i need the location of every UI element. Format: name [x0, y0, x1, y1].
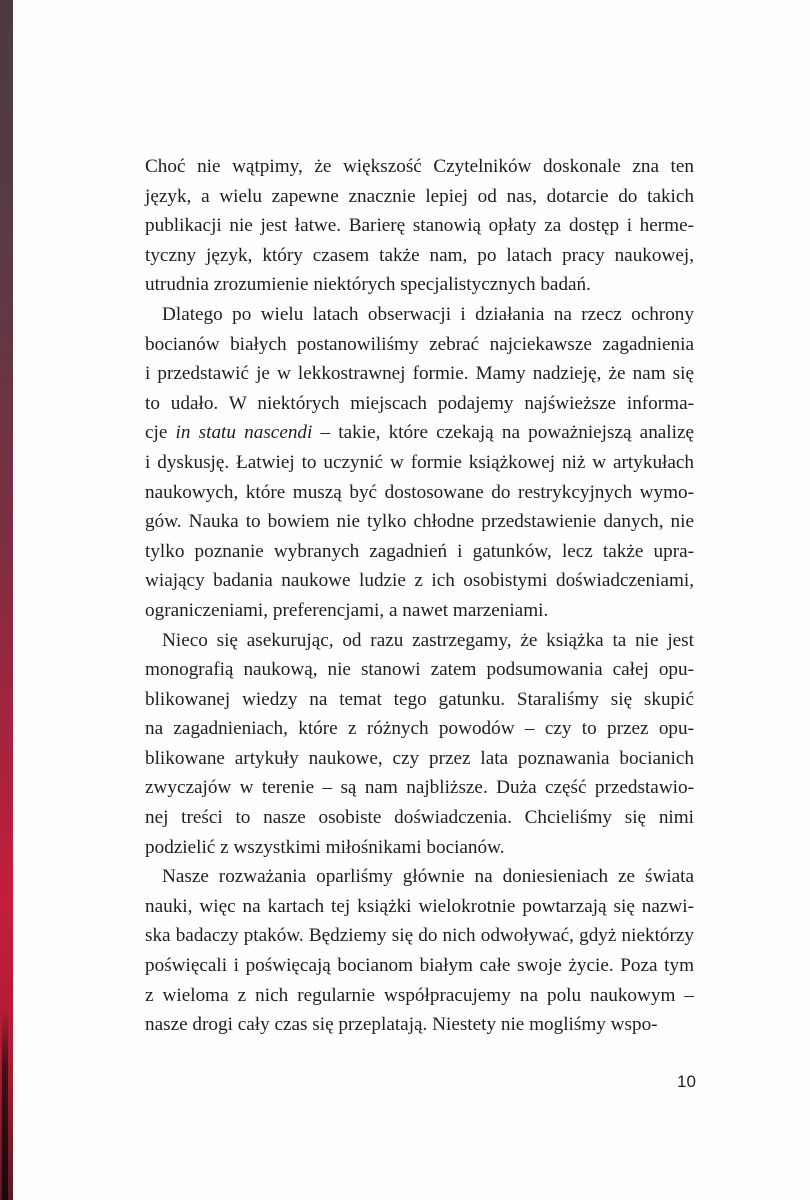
text-segment: i przedstawić je w lekkostrawnej formie. Mamy nadzieję, że nam się — [145, 363, 694, 385]
text-segment: Nieco się asekurując, od razu zastrzegamy, że książka ta nie jest — [162, 629, 694, 651]
text-line — [145, 478, 694, 508]
text-line — [145, 389, 694, 419]
text-line — [145, 655, 694, 685]
text-line — [145, 981, 694, 1011]
text-line — [145, 359, 694, 389]
text-line — [145, 418, 694, 448]
text-line — [145, 241, 694, 271]
text-segment: podzielić z wszystkimi miłośnikami bocianów. — [145, 836, 505, 858]
paragraph — [145, 300, 694, 626]
text-line — [145, 330, 694, 360]
text-line — [145, 270, 694, 300]
text-segment: i dyskusję. Łatwiej to uczynić w formie książkowej niż w artykułach — [145, 451, 694, 473]
text-segment: Nasze rozważania oparliśmy głównie na doniesieniach ze świata — [162, 866, 694, 888]
text-segment: z wieloma z nich regularnie współpracujemy na polu naukowym – — [145, 984, 694, 1006]
text-segment: monografią naukową, nie stanowi zatem podsumowania całej opu- — [145, 659, 694, 681]
text-line — [145, 803, 694, 833]
text-line — [145, 626, 694, 656]
text-line — [145, 744, 694, 774]
text-segment: to udało. W niektórych miejscach podajemy najświeższe informa- — [145, 392, 694, 414]
text-line — [145, 507, 694, 537]
body-text — [145, 152, 694, 1040]
text-line — [145, 921, 694, 951]
text-segment: na zagadnieniach, które z różnych powodów – czy to przez opu- — [145, 718, 694, 740]
text-segment: publikacji nie jest łatwe. Barierę stanowią opłaty za dostęp i herme- — [145, 215, 694, 237]
text-line — [145, 892, 694, 922]
paragraph — [145, 862, 694, 1040]
text-segment: blikowane artykuły naukowe, czy przez lata poznawania bocianich — [145, 747, 694, 769]
page-number: 10 — [677, 1072, 696, 1091]
paragraph — [145, 626, 694, 863]
text-segment: zwyczajów w terenie – są nam najbliższe. Duża część przedstawio- — [145, 777, 694, 799]
text-segment: tyczny język, który czasem także nam, po latach pracy naukowej, — [145, 244, 694, 266]
text-line — [145, 685, 694, 715]
text-segment: nauki, więc na kartach tej książki wielokrotnie powtarzają się nazwi- — [145, 895, 694, 917]
text-line — [145, 537, 694, 567]
text-line — [145, 1010, 694, 1040]
text-line — [145, 182, 694, 212]
text-segment: Dlatego po wielu latach obserwacji i działania na rzecz ochrony — [162, 303, 694, 325]
text-segment: wiający badania naukowe ludzie z ich osobistymi doświadczeniami, — [145, 570, 694, 592]
text-line — [145, 951, 694, 981]
italic-phrase: in statu nascendi — [175, 422, 313, 444]
text-segment: poświęcali i poświęcają bocianom białym całe swoje życie. Poza tym — [145, 955, 694, 977]
text-line — [145, 714, 694, 744]
text-segment: – takie, które czekają na poważniejszą analizę — [312, 422, 694, 444]
text-segment: naukowych, które muszą być dostosowane do restrykcyjnych wymo- — [145, 481, 694, 503]
text-segment: tylko poznanie wybranych zagadnień i gatunków, lecz także upra- — [145, 540, 694, 562]
text-segment: gów. Nauka to bowiem nie tylko chłodne przedstawienie danych, nie — [145, 511, 694, 533]
paragraph — [145, 152, 694, 300]
text-segment: ska badaczy ptaków. Będziemy się do nich odwoływać, gdyż niektórzy — [145, 925, 694, 947]
text-segment: Choć nie wątpimy, że większość Czytelników doskonale zna ten — [145, 156, 694, 177]
text-segment: nej treści to nasze osobiste doświadczenia. Chcieliśmy się nimi — [145, 807, 694, 829]
text-segment: język, a wielu zapewne znacznie lepiej od nas, dotarcie do takich — [145, 185, 694, 207]
text-line — [145, 566, 694, 596]
text-line — [145, 300, 694, 330]
text-line — [145, 862, 694, 892]
text-line — [145, 596, 694, 626]
text-segment: bocianów białych postanowiliśmy zebrać najciekawsze zagadnienia — [145, 333, 694, 355]
text-segment: cje — [145, 422, 176, 444]
text-line — [145, 773, 694, 803]
cover-edge-strip — [0, 0, 13, 1200]
text-segment: utrudnia zrozumienie niektórych specjalistycznych badań. — [145, 274, 591, 296]
text-line — [145, 833, 694, 863]
text-line — [145, 152, 694, 182]
text-line — [145, 448, 694, 478]
text-segment: ograniczeniami, preferencjami, a nawet marzeniami. — [145, 599, 549, 621]
text-line — [145, 211, 694, 241]
text-segment: blikowanej wiedzy na temat tego gatunku. Staraliśmy się skupić — [145, 688, 694, 710]
text-segment: nasze drogi cały czas się przeplatają. Niestety nie mogliśmy wspo- — [145, 1014, 658, 1036]
